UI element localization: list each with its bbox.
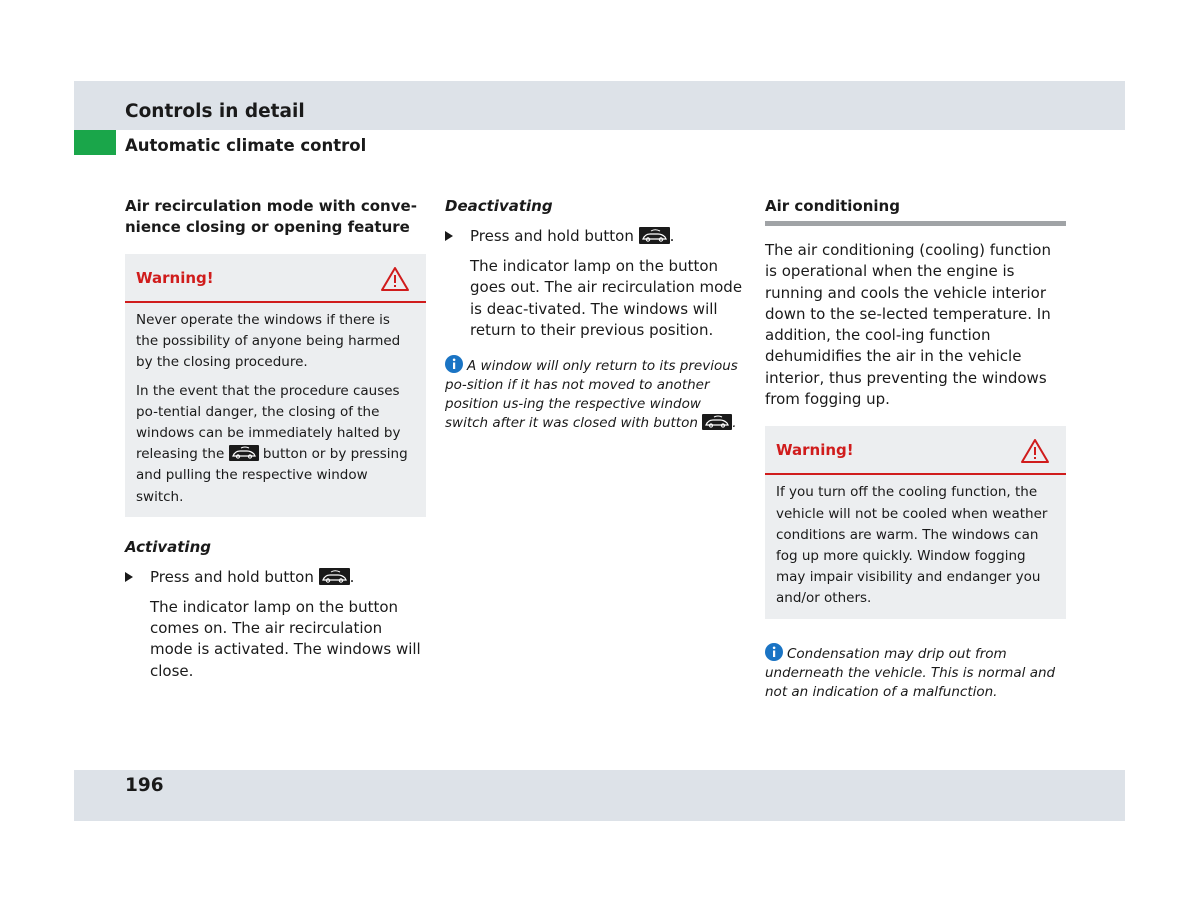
air-conditioning-heading: Air conditioning <box>765 197 900 215</box>
activating-step <box>125 567 426 588</box>
info-icon <box>765 643 783 661</box>
air-recirculation-button-icon <box>229 445 259 461</box>
page-number: 196 <box>125 775 164 796</box>
warning-label: Warning! <box>136 269 214 287</box>
warning-paragraph-2-part2: button or by pressing and pulling the respective window switch. <box>136 446 408 505</box>
window-return-note-text: A window will only return to its previous po-sition if it has not moved to another position us-ing the respective window switch after it was closed with button <box>445 358 738 432</box>
warning-box-cooling <box>765 426 1066 618</box>
deactivating-result: The indicator lamp on the button goes out. The air recirculation mode is deac-tivated. The windows will return to their previous position. <box>470 257 743 339</box>
recirculation-heading-line2: nience closing or opening feature <box>125 218 410 236</box>
air-recirculation-button-icon <box>639 227 670 244</box>
recirculation-heading <box>125 196 426 238</box>
footer-band <box>74 770 1125 821</box>
warning-paragraph-2-part1: In the event that the procedure causes po-tential danger, the closing of the windows can be immediately halted by releasing the <box>136 382 401 463</box>
air-conditioning-body: The air conditioning (cooling) function is operational when the engine is running and cools the vehicle interior down to the se-lected temperature. In addition, the cool-ing function dehumidifies the air in the vehicle interior, thus preventing the windows from fogging up. <box>765 241 1051 409</box>
warning-paragraph-1: Never operate the windows if there is the possibility of anyone being harmed by the closing procedure. <box>136 312 401 371</box>
air-recirculation-button-icon <box>319 568 350 585</box>
warning-header <box>765 426 1066 475</box>
warning-triangle-icon <box>380 266 410 292</box>
info-icon <box>445 355 463 373</box>
step-arrow-icon <box>445 231 453 241</box>
activating-result: The indicator lamp on the button comes on. The air recirculation mode is activated. The windows will close. <box>150 597 421 680</box>
deactivating-heading: Deactivating <box>445 197 553 215</box>
step-arrow-icon <box>125 572 133 582</box>
column-1 <box>125 196 426 682</box>
condensation-note-text: Condensation may drip out from underneath the vehicle. This is normal and not an indication of a malfunction. <box>765 645 1056 700</box>
warning-header <box>125 254 426 303</box>
warning-body <box>125 303 426 517</box>
warning-box-windows <box>125 254 426 517</box>
warning-body <box>765 475 1066 618</box>
deactivating-step-text: Press and hold button <box>470 227 634 245</box>
window-return-note-end: . <box>732 415 737 432</box>
column-2 <box>445 196 746 433</box>
air-recirculation-button-icon <box>702 414 732 430</box>
activating-step-text: Press and hold button <box>150 567 314 586</box>
deactivating-step <box>445 226 746 247</box>
activating-step-end: . <box>349 567 355 586</box>
warning-triangle-icon <box>1020 438 1050 464</box>
column-3 <box>765 196 1066 702</box>
section-title: Automatic climate control <box>125 136 367 155</box>
deactivating-step-end: . <box>669 227 675 245</box>
warning-label: Warning! <box>776 441 854 460</box>
recirculation-heading-line1: Air recirculation mode with conve- <box>125 197 417 215</box>
activating-heading: Activating <box>125 537 211 556</box>
heading-rule <box>765 221 1066 226</box>
chapter-title: Controls in detail <box>125 101 305 122</box>
warning-paragraph-1: If you turn off the cooling function, the vehicle will not be cooled when weather conditions are warm. The windows can fog up more quickly. Window fogging may impair visibility and endanger you and/or others. <box>776 484 1048 607</box>
section-tab-marker <box>74 130 116 155</box>
window-return-note <box>445 355 746 433</box>
condensation-note <box>765 643 1066 702</box>
warning-paragraph-2 <box>136 381 415 508</box>
